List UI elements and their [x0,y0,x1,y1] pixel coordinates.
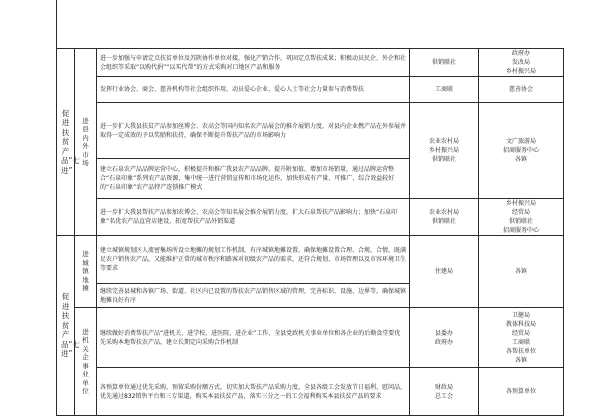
row-2-lead-unit: 工商联 [410,77,479,103]
row-2-responsible-units: 慈善协会 [479,77,564,103]
row-6-description: 建立城镇规划区人流密集场所设立地摊的规划工作机制，有序城镇地摊设置，确保地摊设置合理、合规、合情，既满足农户销售农产品，又能维护正常的城市秩序和路客对初级农产品的需求，还符合规划、市场管理以及市容环境卫生等要求 [97,236,410,284]
row-1-lead-unit: 供销联社 [410,49,479,77]
table-row [57,103,564,159]
row-9-description: 各预算单位通过优先采购、预留采购份额方式，切实加大帮扶产品采购力度，全县各级工会发放节日福利、慰问品，优先通过832销售平台和三专渠道，购买本县扶贫产品，落实三分之一的工会福利购买本县扶贫产品的要求 [97,368,410,416]
category-label-2: 促进扶贫产品“七进” [61,292,80,359]
row-1-responsible-units: 政府办 发改局 乡村振兴局 [479,49,564,77]
row-6-lead-unit: 住建局 [410,236,479,308]
subcategory-cell-3 [75,308,97,416]
policy-table [56,48,564,416]
table-row [57,308,564,368]
table-row [57,236,564,284]
subcategory-label-1: 进县内外市场 [82,116,89,167]
row-6-responsible-units: 各镇 [479,236,564,308]
row-7-description: 继续完善县城和各镇广场、街道、社区内已设置的帮扶农产品销售区域的管理，完善标识、设施、边界等，确保城镇地摊良好有序 [97,284,410,308]
row-3-lead-unit: 农业农村局 乡村振兴局 供销联社 [410,103,479,199]
row-5-lead-unit: 农业农村局 供销联社 [410,199,479,236]
category-cell-2 [57,236,80,416]
subcategory-cell-1 [75,49,97,236]
table-row [57,199,564,236]
subcategory-label-2: 进城镇地摊 [82,250,89,293]
row-8-description: 继续做好消费帮扶产品“进机关、进学校、进医院、进企业”工作，全县党政机关事业单位和各企业的后勤食堂要优先采购本地帮扶农产品，建立长期定向采购合作机制 [97,308,410,368]
row-5-description: 进一步扩大我县帮扶产品参加农博会、农高会等知名展会推介展销力度，扩大石泉帮扶产品影响力；加快“石泉印象”名优农产品直营店建设，拓宽帮扶产品外销渠道 [97,199,410,236]
subcategory-cell-2 [75,236,97,308]
row-4-description: 建立石泉农产品品牌运营中心，积极提升和推广我县农产品品牌，提升附加值，增加市场销量，通过品牌运营整合“石泉印象”系列农产品资源，集中统一进行营销宣传和市场化运作，加快形成有产量、可推广、综合效益较好的“石泉印象”农产品特产连锁推广模式 [97,159,410,199]
table-row [57,368,564,416]
row-9-lead-unit: 财政局 总工会 [410,368,479,416]
row-2-description: 发挥行业协会、商会、慈善机构等社会组织作用，动员爱心企业、爱心人士等社会力量参与消费帮扶 [97,77,410,103]
row-3-description: 进一步扩大我县扶贫产品参加丝博会、农高会等国内知名农产品展会的推介展销力度，对县内企业携产品在外参展并取得一定成效的予以奖励和扶持，确保不断提升帮扶产品的市场影响力 [97,103,410,159]
row-3-responsible-units: 文广旅游局 招商服务中心 各镇 [479,103,564,199]
row-1-description: 进一步加强与申请定点扶贫单位及苏陕协作单位对接，强化产销合作，巩固定点帮扶成果；积极动员民企、外企和社会组织等采取“以购代捐”“以买代帮”的方式采购对口地区产品和服务 [97,49,410,77]
row-5-responsible-units: 乡村振兴局 经贸局 供销联社 招商服务中心 [479,199,564,236]
row-9-responsible-units: 各预算单位 [479,368,564,416]
category-label-1: 促进扶贫产品“七进” [61,108,80,175]
subcategory-label-3: 进机关企事业单位 [82,327,89,395]
category-cell-1 [57,49,80,236]
row-8-lead-unit: 县委办 政府办 [410,308,479,368]
table-row [57,49,564,77]
row-8-responsible-units: 卫健局 教体科技局 经贸局 工商联 各帮扶单位 各镇 [479,308,564,368]
table-left-border-top [56,0,57,48]
table-row [57,77,564,103]
